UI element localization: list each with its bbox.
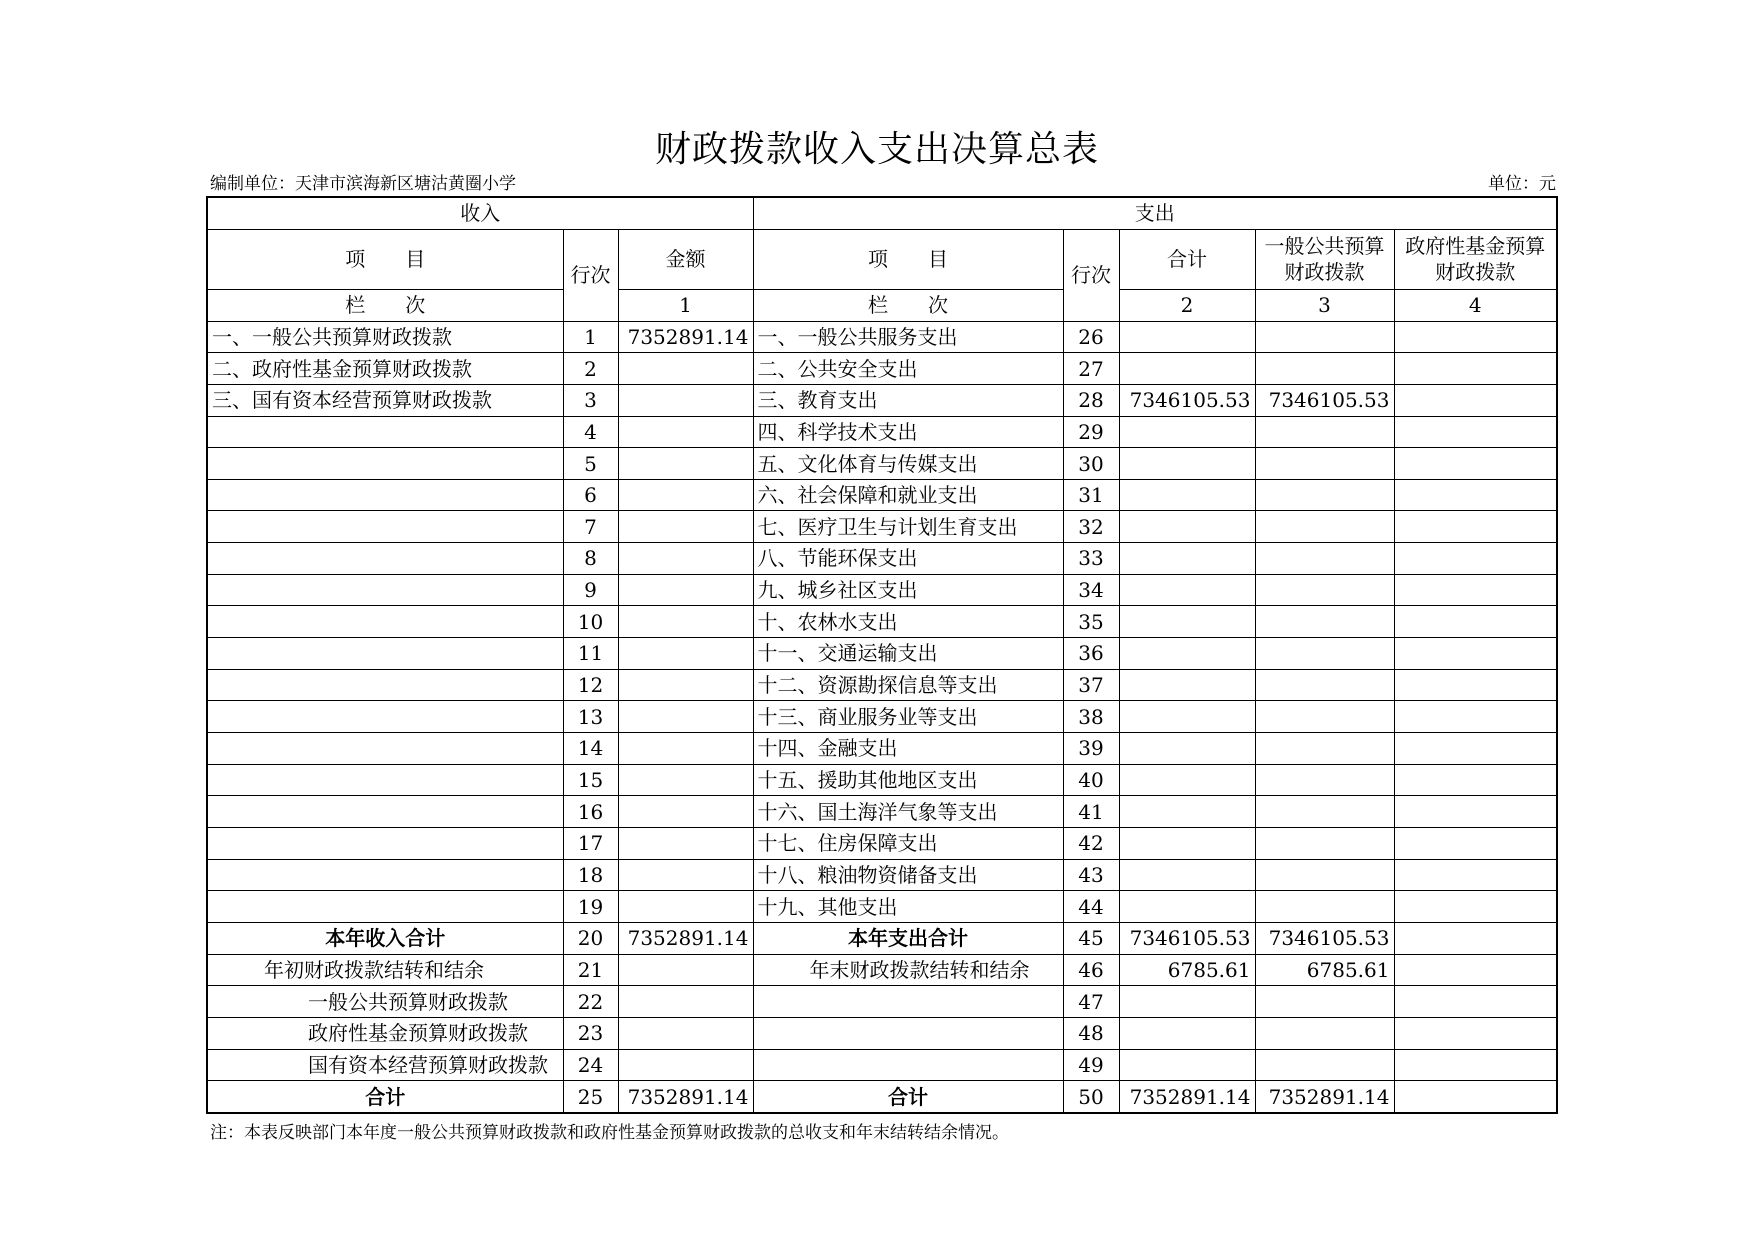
expense-total-cell [1119,1049,1255,1081]
table-row [207,796,1557,828]
income-row-no-cell: 15 [563,764,618,796]
table-row [207,448,1557,480]
expense-general-budget-cell [1255,448,1394,480]
income-item-cell [207,701,563,733]
income-row-no-cell: 18 [563,859,618,891]
income-amount-cell [618,891,753,923]
table-row [207,511,1557,543]
expense-item-cell: 十六、国土海洋气象等支出 [753,796,1063,828]
expense-general-budget-cell: 6785.61 [1255,954,1394,986]
table-row [207,321,1557,353]
table-row [207,859,1557,891]
expense-item-cell: 二、公共安全支出 [753,353,1063,385]
expense-general-budget-cell: 7352891.14 [1255,1081,1394,1113]
expense-general-budget-cell [1255,828,1394,860]
expense-item-cell: 十三、商业服务业等支出 [753,701,1063,733]
expense-column-label: 栏 次 [753,289,1063,321]
table-row [207,733,1557,765]
income-row-no-cell: 24 [563,1049,618,1081]
income-item-cell [207,764,563,796]
column-number-3: 3 [1255,289,1394,321]
income-row-no-cell: 20 [563,923,618,955]
expense-row-no-cell: 48 [1063,1017,1119,1049]
expense-general-budget-cell [1255,764,1394,796]
expense-fund-budget-cell [1394,448,1557,480]
expense-fund-budget-cell [1394,606,1557,638]
income-amount-cell [618,353,753,385]
table-row [207,638,1557,670]
expense-item-cell: 十八、粮油物资储备支出 [753,859,1063,891]
table-row [207,701,1557,733]
income-item-cell [207,416,563,448]
income-amount-cell [618,448,753,480]
income-row-no-cell: 21 [563,954,618,986]
expense-general-budget-cell [1255,859,1394,891]
income-amount-cell: 7352891.14 [618,321,753,353]
table-row [207,606,1557,638]
income-row-no-cell: 22 [563,986,618,1018]
expense-general-budget-cell [1255,543,1394,575]
unit-label: 单位：元 [1488,174,1556,194]
expense-row-no-cell: 43 [1063,859,1119,891]
total-header: 合计 [1119,229,1255,289]
expense-total-cell [1119,859,1255,891]
income-amount-cell [618,859,753,891]
income-item-cell: 一般公共预算财政拨款 [207,986,563,1018]
expense-fund-budget-cell [1394,764,1557,796]
expense-item-cell [753,1017,1063,1049]
income-amount-cell [618,1017,753,1049]
income-amount-cell [618,669,753,701]
expense-total-cell [1119,353,1255,385]
expense-total-cell [1119,796,1255,828]
expense-row-no-cell: 32 [1063,511,1119,543]
table-row [207,416,1557,448]
income-row-no-cell: 7 [563,511,618,543]
expense-row-no-cell: 40 [1063,764,1119,796]
income-row-no-header: 行次 [563,229,618,321]
income-amount-cell [618,986,753,1018]
income-item-cell [207,669,563,701]
organization-label: 编制单位：天津市滨海新区塘沽黄圈小学 [210,174,516,194]
expense-item-cell: 五、文化体育与传媒支出 [753,448,1063,480]
income-item-cell [207,448,563,480]
income-row-no-cell: 17 [563,828,618,860]
expense-total-cell: 7352891.14 [1119,1081,1255,1113]
income-amount-cell [618,384,753,416]
table-row [207,543,1557,575]
expense-row-no-cell: 46 [1063,954,1119,986]
expense-general-budget-cell [1255,891,1394,923]
table-row [207,828,1557,860]
expense-general-budget-cell [1255,416,1394,448]
expense-row-no-cell: 50 [1063,1081,1119,1113]
table-row [207,574,1557,606]
income-amount-cell [618,574,753,606]
expense-item-cell: 十四、金融支出 [753,733,1063,765]
income-row-no-cell: 2 [563,353,618,385]
expense-fund-budget-cell [1394,954,1557,986]
table-row [207,764,1557,796]
income-row-no-cell: 14 [563,733,618,765]
income-amount-cell [618,733,753,765]
column-number-2: 2 [1119,289,1255,321]
expense-fund-budget-cell [1394,1049,1557,1081]
expense-row-no-cell: 27 [1063,353,1119,385]
column-number-1: 1 [618,289,753,321]
footnote: 注：本表反映部门本年度一般公共预算财政拨款和政府性基金预算财政拨款的总收支和年末结转结余情况。 [210,1123,1009,1143]
expense-row-no-cell: 47 [1063,986,1119,1018]
expense-item-cell: 一、一般公共服务支出 [753,321,1063,353]
expense-row-no-cell: 30 [1063,448,1119,480]
income-item-cell [207,543,563,575]
expense-row-no-cell: 39 [1063,733,1119,765]
column-number-4: 4 [1394,289,1557,321]
expense-total-cell [1119,1017,1255,1049]
expense-fund-budget-cell [1394,479,1557,511]
income-amount-cell: 7352891.14 [618,1081,753,1113]
expense-row-no-cell: 41 [1063,796,1119,828]
income-row-no-cell: 1 [563,321,618,353]
table-row [207,479,1557,511]
income-item-cell [207,638,563,670]
expense-row-no-cell: 44 [1063,891,1119,923]
income-amount-cell [618,606,753,638]
expense-general-budget-cell [1255,796,1394,828]
expense-fund-budget-cell [1394,416,1557,448]
table-row [207,669,1557,701]
table-row [207,891,1557,923]
expense-total-cell: 7346105.53 [1119,923,1255,955]
income-item-cell: 三、国有资本经营预算财政拨款 [207,384,563,416]
income-item-cell: 政府性基金预算财政拨款 [207,1017,563,1049]
expense-fund-budget-cell [1394,891,1557,923]
expense-fund-budget-cell [1394,923,1557,955]
income-row-no-cell: 12 [563,669,618,701]
expense-item-cell: 四、科学技术支出 [753,416,1063,448]
expense-header: 支出 [753,197,1557,229]
expense-row-no-cell: 35 [1063,606,1119,638]
expense-total-cell [1119,891,1255,923]
expense-fund-budget-cell [1394,321,1557,353]
expense-total-cell [1119,321,1255,353]
expense-total-cell [1119,828,1255,860]
income-item-cell [207,574,563,606]
expense-total-cell [1119,479,1255,511]
expense-item-cell [753,1049,1063,1081]
expense-general-budget-cell [1255,638,1394,670]
income-row-no-cell: 19 [563,891,618,923]
expense-total-cell [1119,511,1255,543]
expense-general-budget-cell [1255,1017,1394,1049]
income-item-cell [207,606,563,638]
expense-row-no-cell: 33 [1063,543,1119,575]
expense-item-cell: 八、节能环保支出 [753,543,1063,575]
income-item-cell [207,511,563,543]
expense-item-cell: 十一、交通运输支出 [753,638,1063,670]
expense-row-no-cell: 49 [1063,1049,1119,1081]
expense-total-cell [1119,448,1255,480]
income-item-cell [207,796,563,828]
expense-row-no-cell: 28 [1063,384,1119,416]
expense-row-no-cell: 42 [1063,828,1119,860]
expense-item-cell: 十、农林水支出 [753,606,1063,638]
expense-fund-budget-cell [1394,353,1557,385]
page-title: 财政拨款收入支出决算总表 [654,129,1099,170]
income-item-cell: 本年收入合计 [207,923,563,955]
expense-item-cell: 年末财政拨款结转和结余 [753,954,1063,986]
income-header: 收入 [207,197,753,229]
expense-general-budget-cell: 7346105.53 [1255,384,1394,416]
expense-item-cell: 十五、援助其他地区支出 [753,764,1063,796]
expense-item-cell [753,986,1063,1018]
expense-fund-budget-cell [1394,1017,1557,1049]
expense-item-cell: 三、教育支出 [753,384,1063,416]
expense-row-no-header: 行次 [1063,229,1119,321]
table-row [207,923,1557,955]
table-row [207,353,1557,385]
expense-general-budget-cell [1255,669,1394,701]
income-item-cell [207,891,563,923]
income-amount-cell [618,764,753,796]
income-row-no-cell: 25 [563,1081,618,1113]
expense-total-cell [1119,606,1255,638]
expense-total-cell: 6785.61 [1119,954,1255,986]
income-amount-cell [618,954,753,986]
expense-item-cell: 十七、住房保障支出 [753,828,1063,860]
income-amount-cell [618,416,753,448]
expense-row-no-cell: 38 [1063,701,1119,733]
expense-fund-budget-cell [1394,543,1557,575]
income-item-cell [207,733,563,765]
income-item-cell: 一、一般公共预算财政拨款 [207,321,563,353]
expense-general-budget-cell [1255,574,1394,606]
expense-total-cell [1119,669,1255,701]
expense-row-no-cell: 36 [1063,638,1119,670]
table-row [207,384,1557,416]
expense-general-budget-cell [1255,479,1394,511]
expense-fund-budget-cell [1394,859,1557,891]
expense-row-no-cell: 34 [1063,574,1119,606]
income-amount-cell: 7352891.14 [618,923,753,955]
income-amount-cell [618,543,753,575]
expense-general-budget-cell [1255,353,1394,385]
expense-fund-budget-cell [1394,574,1557,606]
expense-fund-budget-cell [1394,701,1557,733]
budget-table [206,196,1558,1114]
table-row [207,1081,1557,1113]
amount-header: 金额 [618,229,753,289]
expense-total-cell [1119,543,1255,575]
expense-fund-budget-cell [1394,828,1557,860]
expense-total-cell [1119,733,1255,765]
expense-row-no-cell: 29 [1063,416,1119,448]
expense-fund-budget-cell [1394,1081,1557,1113]
income-item-cell [207,479,563,511]
expense-row-no-cell: 26 [1063,321,1119,353]
expense-fund-budget-cell [1394,669,1557,701]
income-item-header: 项 目 [207,229,563,289]
expense-fund-budget-cell [1394,638,1557,670]
expense-general-budget-cell [1255,1049,1394,1081]
expense-fund-budget-cell [1394,511,1557,543]
income-row-no-cell: 4 [563,416,618,448]
expense-row-no-cell: 31 [1063,479,1119,511]
expense-item-cell: 本年支出合计 [753,923,1063,955]
income-item-cell: 二、政府性基金预算财政拨款 [207,353,563,385]
expense-row-no-cell: 45 [1063,923,1119,955]
expense-total-cell [1119,416,1255,448]
table-row [207,986,1557,1018]
income-row-no-cell: 13 [563,701,618,733]
income-amount-cell [618,479,753,511]
expense-item-cell: 九、城乡社区支出 [753,574,1063,606]
expense-total-cell [1119,764,1255,796]
income-amount-cell [618,1049,753,1081]
expense-general-budget-cell [1255,321,1394,353]
income-row-no-cell: 16 [563,796,618,828]
expense-general-budget-cell [1255,606,1394,638]
income-amount-cell [618,701,753,733]
table-row [207,1049,1557,1081]
income-row-no-cell: 3 [563,384,618,416]
expense-item-cell: 十九、其他支出 [753,891,1063,923]
expense-total-cell: 7346105.53 [1119,384,1255,416]
income-row-no-cell: 10 [563,606,618,638]
expense-total-cell [1119,701,1255,733]
income-item-cell: 合计 [207,1081,563,1113]
income-amount-cell [618,828,753,860]
expense-fund-budget-cell [1394,796,1557,828]
expense-row-no-cell: 37 [1063,669,1119,701]
expense-total-cell [1119,574,1255,606]
expense-item-cell: 十二、资源勘探信息等支出 [753,669,1063,701]
income-amount-cell [618,511,753,543]
income-row-no-cell: 5 [563,448,618,480]
expense-item-header: 项 目 [753,229,1063,289]
table-row [207,1017,1557,1049]
expense-fund-budget-cell [1394,986,1557,1018]
income-amount-cell [618,638,753,670]
income-amount-cell [618,796,753,828]
fund-budget-header: 政府性基金预算财政拨款 [1394,229,1557,289]
income-row-no-cell: 9 [563,574,618,606]
expense-fund-budget-cell [1394,384,1557,416]
expense-fund-budget-cell [1394,733,1557,765]
expense-item-cell: 合计 [753,1081,1063,1113]
income-row-no-cell: 11 [563,638,618,670]
expense-item-cell: 七、医疗卫生与计划生育支出 [753,511,1063,543]
expense-general-budget-cell [1255,511,1394,543]
income-column-label: 栏 次 [207,289,563,321]
income-item-cell: 年初财政拨款结转和结余 [207,954,563,986]
expense-general-budget-cell [1255,701,1394,733]
general-budget-header: 一般公共预算财政拨款 [1255,229,1394,289]
expense-general-budget-cell [1255,986,1394,1018]
expense-general-budget-cell: 7346105.53 [1255,923,1394,955]
expense-total-cell [1119,638,1255,670]
income-item-cell: 国有资本经营预算财政拨款 [207,1049,563,1081]
income-item-cell [207,828,563,860]
expense-total-cell [1119,986,1255,1018]
table-row [207,954,1557,986]
expense-item-cell: 六、社会保障和就业支出 [753,479,1063,511]
expense-general-budget-cell [1255,733,1394,765]
income-row-no-cell: 8 [563,543,618,575]
income-row-no-cell: 6 [563,479,618,511]
income-item-cell [207,859,563,891]
income-row-no-cell: 23 [563,1017,618,1049]
